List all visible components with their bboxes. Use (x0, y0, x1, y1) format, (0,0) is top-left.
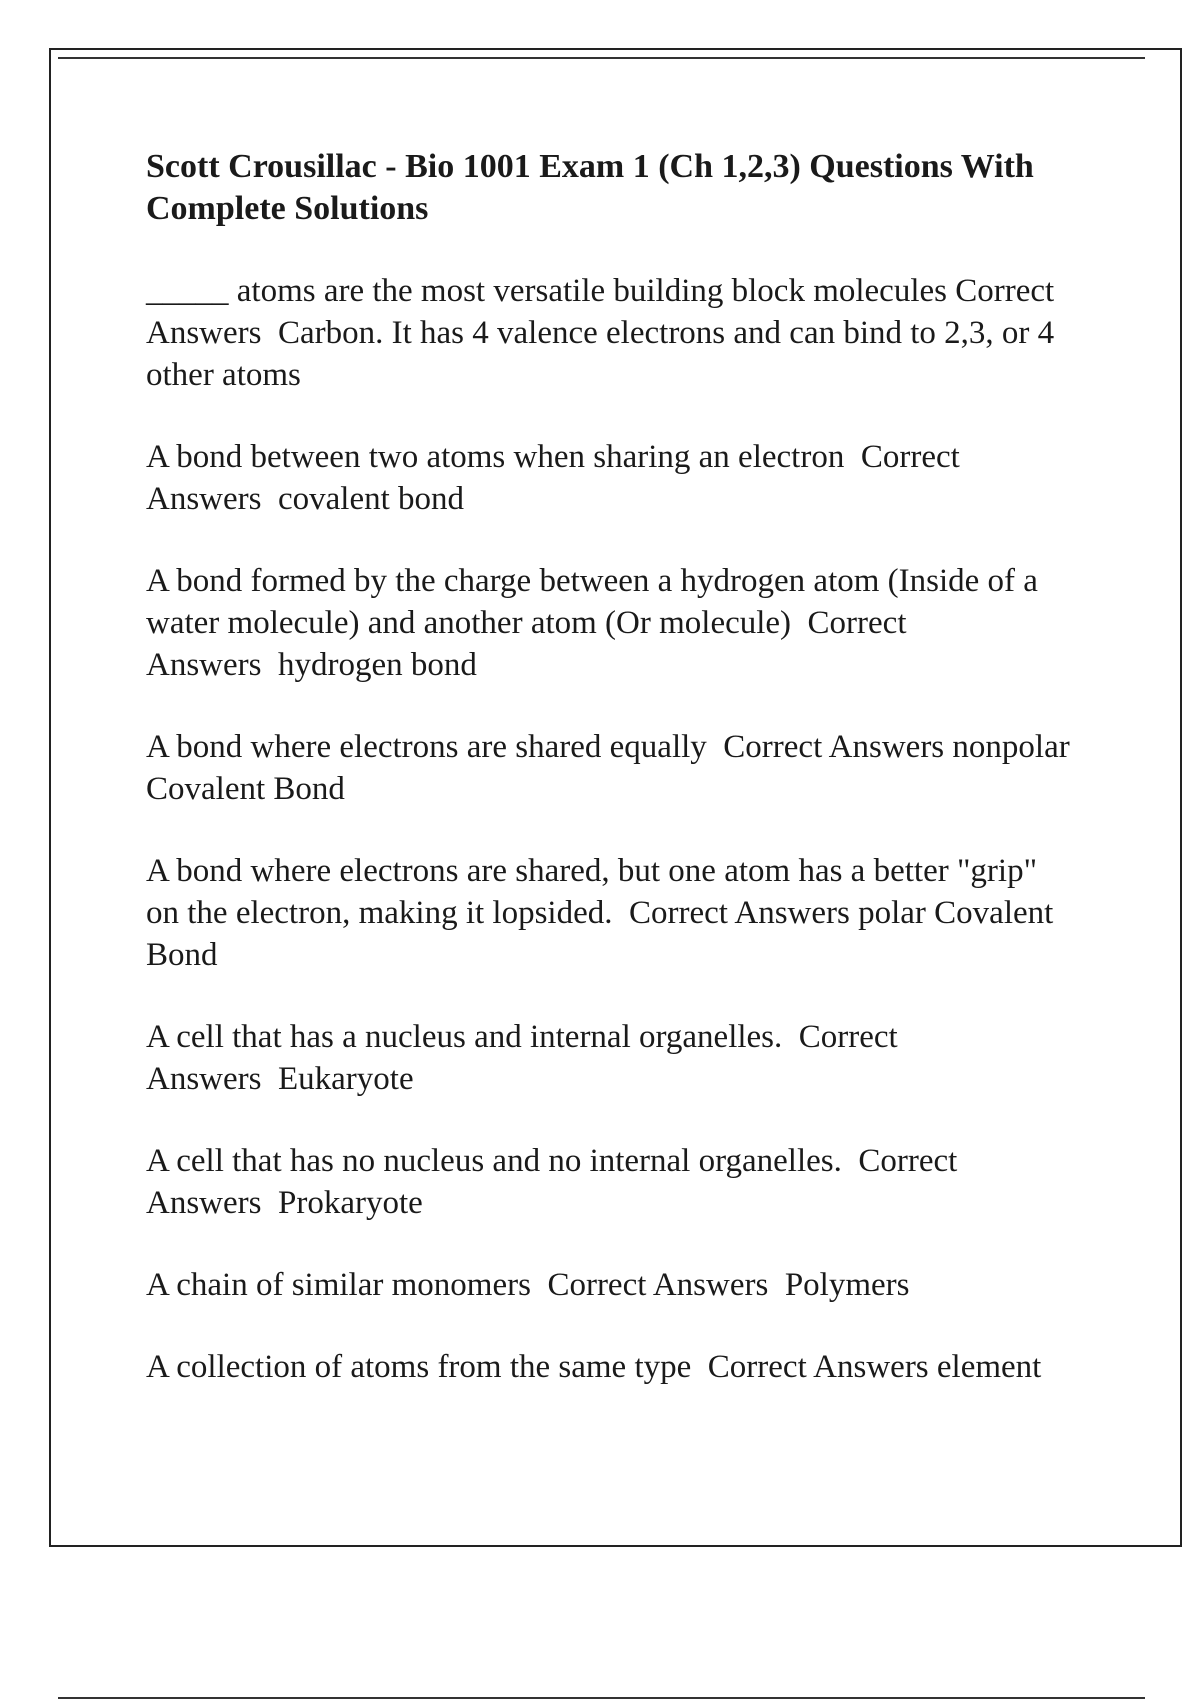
qa-item (146, 1346, 1076, 1388)
question-text: A bond formed by the charge between a hydrogen atom (Inside of a water molecule) and another atom (Or molecule) (146, 563, 1047, 641)
qa-item (146, 560, 1076, 686)
qa-item (146, 270, 1076, 396)
question-text: A bond where electrons are shared, but one atom has a better "grip" on the electron, making it lopsided. (146, 853, 1046, 931)
answer-label: Correct Answers (146, 273, 1061, 351)
question-text: A cell that has a nucleus and internal organelles. (146, 1019, 783, 1055)
question-text: A collection of atoms from the same type (146, 1349, 692, 1385)
qa-item (146, 1140, 1076, 1224)
bottom-rule (58, 1697, 1145, 1699)
qa-item (146, 726, 1076, 810)
document-title: Scott Crousillac - Bio 1001 Exam 1 (Ch 1,2,3) Questions With Complete Solutions (146, 148, 1034, 227)
qa-item (146, 436, 1076, 520)
question-text: A chain of similar monomers (146, 1267, 531, 1303)
question-text: A bond where electrons are shared equally (146, 729, 707, 765)
answer-label: Correct Answers (547, 1267, 769, 1303)
answer-label: Correct Answers (146, 1143, 964, 1221)
answer-label: Correct Answers (146, 605, 913, 683)
question-text: A bond between two atoms when sharing an electron (146, 439, 845, 475)
answer-label: Correct Answers (146, 439, 967, 517)
answer-text: Prokaryote (277, 1185, 423, 1221)
answer-text: hydrogen bond (277, 647, 477, 683)
answer-text: Polymers (784, 1267, 910, 1303)
answer-text: Carbon. It has 4 valence electrons and can bind to 2,3, or 4 other atoms (146, 315, 1063, 393)
answer-label: Correct Answers (628, 895, 850, 931)
answer-label: Correct Answers (723, 729, 945, 765)
question-text: _____ atoms are the most versatile building block molecules (146, 273, 947, 309)
qa-item (146, 850, 1076, 976)
answer-text: polar Covalent Bond (146, 895, 1062, 973)
answer-text: element (936, 1349, 1042, 1385)
answer-label: Correct Answers (146, 1019, 905, 1097)
document-body (146, 146, 1076, 1428)
answer-label: Correct Answers (707, 1349, 929, 1385)
answer-text: covalent bond (277, 481, 465, 517)
question-text: A cell that has no nucleus and no internal organelles. (146, 1143, 842, 1179)
qa-item (146, 1264, 1076, 1306)
answer-text: Eukaryote (277, 1061, 414, 1097)
answer-text: nonpolar Covalent Bond (146, 729, 1078, 807)
qa-item (146, 1016, 1076, 1100)
